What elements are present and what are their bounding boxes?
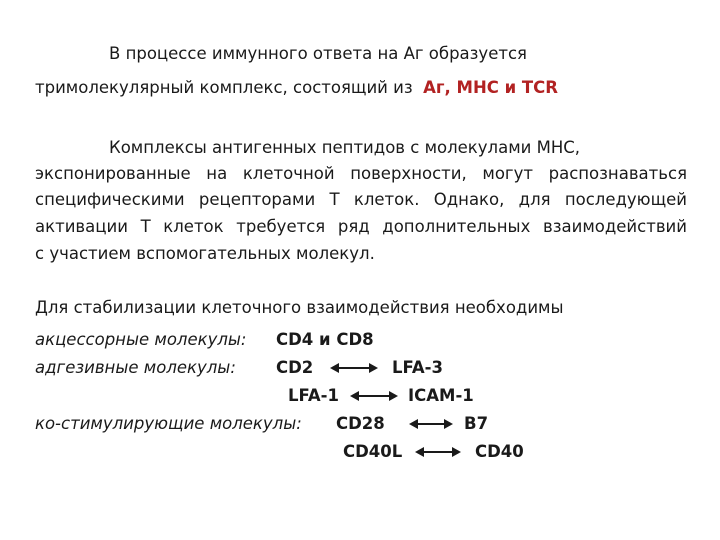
stabilization-intro: Для стабилизации клеточного взаимодействия необходимы [35,298,564,317]
p2-line1: Комплексы антигенных пептидов с молекулами МНС, [109,138,581,157]
adhesive-pair2-left: LFA-1 [288,386,339,405]
p2-line2: экспонированные на клеточной поверхности, могут распознаваться [35,164,687,183]
adhesive-label: адгезивные молекулы: [35,358,236,377]
adhesive-pair1-right: LFA-3 [392,358,443,377]
double-headed-arrow-icon [330,358,378,378]
adhesive-pair2-right: ICAM-1 [408,386,474,405]
double-headed-arrow-icon [415,442,461,462]
accessory-value: CD4 и CD8 [276,330,374,349]
accessory-label: акцессорные молекулы: [35,330,247,349]
p2-line4: активации Т клеток требуется ряд дополнительных взаимодействий [35,217,687,236]
p2-line3: специфическими рецепторами Т клеток. Однако, для последующей [35,190,687,209]
double-headed-arrow-icon [409,414,453,434]
double-headed-arrow-icon [350,386,398,406]
costim-pair2-left: CD40L [343,442,403,461]
p1-line2 [35,78,558,98]
costim-pair1-right: B7 [464,414,489,433]
trimolecular-complex-highlight: Аг, МНС и TCR [423,78,559,97]
adhesive-pair1-left: CD2 [276,358,314,377]
p2-line5: с участием вспомогательных молекул. [35,244,375,263]
costim-label: ко-стимулирующие молекулы: [35,414,302,433]
costim-pair2-right: CD40 [475,442,524,461]
p1-line2-prefix: тримолекулярный комплекс, состоящий из [35,78,413,97]
costim-pair1-left: CD28 [336,414,385,433]
p1-line1: В процессе иммунного ответа на Аг образуется [109,44,527,63]
